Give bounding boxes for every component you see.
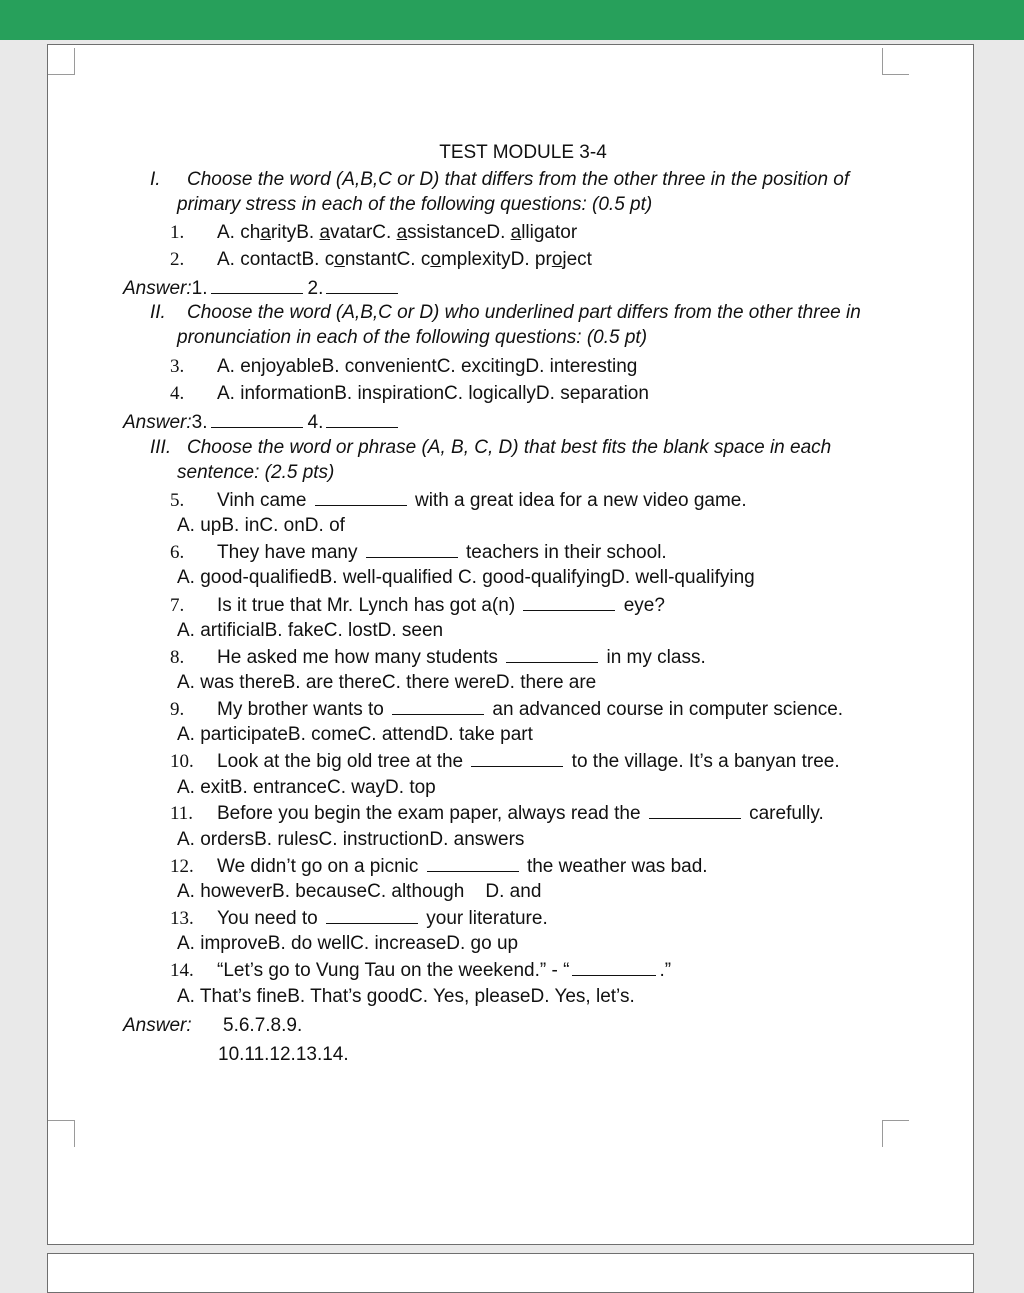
question-number: 11. (170, 803, 194, 824)
q1-options: A. charityB. avatarC. assistanceD. alligator (217, 222, 578, 243)
question-number: 12. (170, 856, 194, 877)
question-text: My brother wants to an advanced course in computer science. (217, 699, 844, 720)
final-answer-line2: 10.11.12.13.14. (218, 1044, 349, 1065)
next-document-page (47, 1253, 974, 1293)
section-2-heading-line1: Choose the word (A,B,C or D) who underlined part differs from the other three in (187, 302, 861, 323)
question-number: 9. (170, 699, 185, 720)
question-text: Before you begin the exam paper, always read the carefully. (217, 803, 824, 824)
section-3-heading-line2: sentence: (2.5 pts) (177, 462, 335, 483)
question-text: Vinh came with a great idea for a new video game. (217, 490, 747, 511)
q2-options: A. contactB. constantC. complexityD. project (217, 249, 592, 270)
question-text: We didn’t go on a picnic the weather was bad. (217, 856, 708, 877)
answer-row-1: Answer:1. 2. (123, 277, 401, 301)
section-3-heading-line1: Choose the word or phrase (A, B, C, D) that best fits the blank space in each (187, 437, 832, 458)
question-options: A. artificialB. fakeC. lostD. seen (177, 620, 444, 641)
q2-number: 2. (170, 249, 185, 270)
question-options: A. That’s fineB. That’s goodC. Yes, pleaseD. Yes, let’s. (177, 986, 635, 1007)
q4-number: 4. (170, 383, 185, 404)
question-number: 6. (170, 542, 185, 563)
document-title: TEST MODULE 3-4 (439, 142, 607, 163)
question-options: A. good-qualifiedB. well-qualified C. good-qualifyingD. well-qualifying (177, 567, 755, 588)
question-text: Look at the big old tree at the to the village. It’s a banyan tree. (217, 751, 840, 772)
final-answer-label: Answer: (123, 1015, 192, 1036)
q1-number: 1. (170, 222, 185, 243)
q3-number: 3. (170, 356, 185, 377)
crop-mark-bottom-left (48, 1120, 75, 1147)
question-text: Is it true that Mr. Lynch has got a(n) eye? (217, 595, 665, 616)
answer-row-2: Answer:3. 4. (123, 411, 401, 435)
section-2-roman: II. (150, 302, 166, 323)
question-options: A. improveB. do wellC. increaseD. go up (177, 933, 519, 954)
question-text: He asked me how many students in my class. (217, 647, 706, 668)
section-1-heading-line1: Choose the word (A,B,C or D) that differs from the other three in the position of (187, 169, 850, 190)
top-app-bar (0, 0, 1024, 40)
question-number: 14. (170, 960, 194, 981)
question-number: 8. (170, 647, 185, 668)
question-text: You need to your literature. (217, 908, 548, 929)
section-3-roman: III. (150, 437, 172, 458)
section-1-roman: I. (150, 169, 161, 190)
crop-mark-top-right (882, 48, 909, 75)
question-options: A. was thereB. are thereC. there wereD. there are (177, 672, 597, 693)
crop-mark-bottom-right (882, 1120, 909, 1147)
question-number: 10. (170, 751, 194, 772)
question-options: A. participateB. comeC. attendD. take part (177, 724, 533, 745)
q4-options: A. informationB. inspirationC. logicallyD. separation (217, 383, 649, 404)
question-options: A. howeverB. becauseC. although D. and (177, 881, 542, 902)
q3-options: A. enjoyableB. convenientC. excitingD. interesting (217, 356, 638, 377)
question-text: “Let’s go to Vung Tau on the weekend.” - “ .” (217, 960, 672, 981)
question-options: A. ordersB. rulesC. instructionD. answers (177, 829, 525, 850)
section-1-heading-line2: primary stress in each of the following questions: (0.5 pt) (177, 194, 653, 215)
question-options: A. upB. inC. onD. of (177, 515, 345, 536)
question-options: A. exitB. entranceC. wayD. top (177, 777, 436, 798)
final-answer-line1: 5.6.7.8.9. (223, 1015, 303, 1036)
question-number: 5. (170, 490, 185, 511)
question-number: 7. (170, 595, 185, 616)
question-number: 13. (170, 908, 194, 929)
crop-mark-top-left (48, 48, 75, 75)
question-text: They have many teachers in their school. (217, 542, 667, 563)
section-2-heading-line2: pronunciation in each of the following questions: (0.5 pt) (177, 327, 648, 348)
